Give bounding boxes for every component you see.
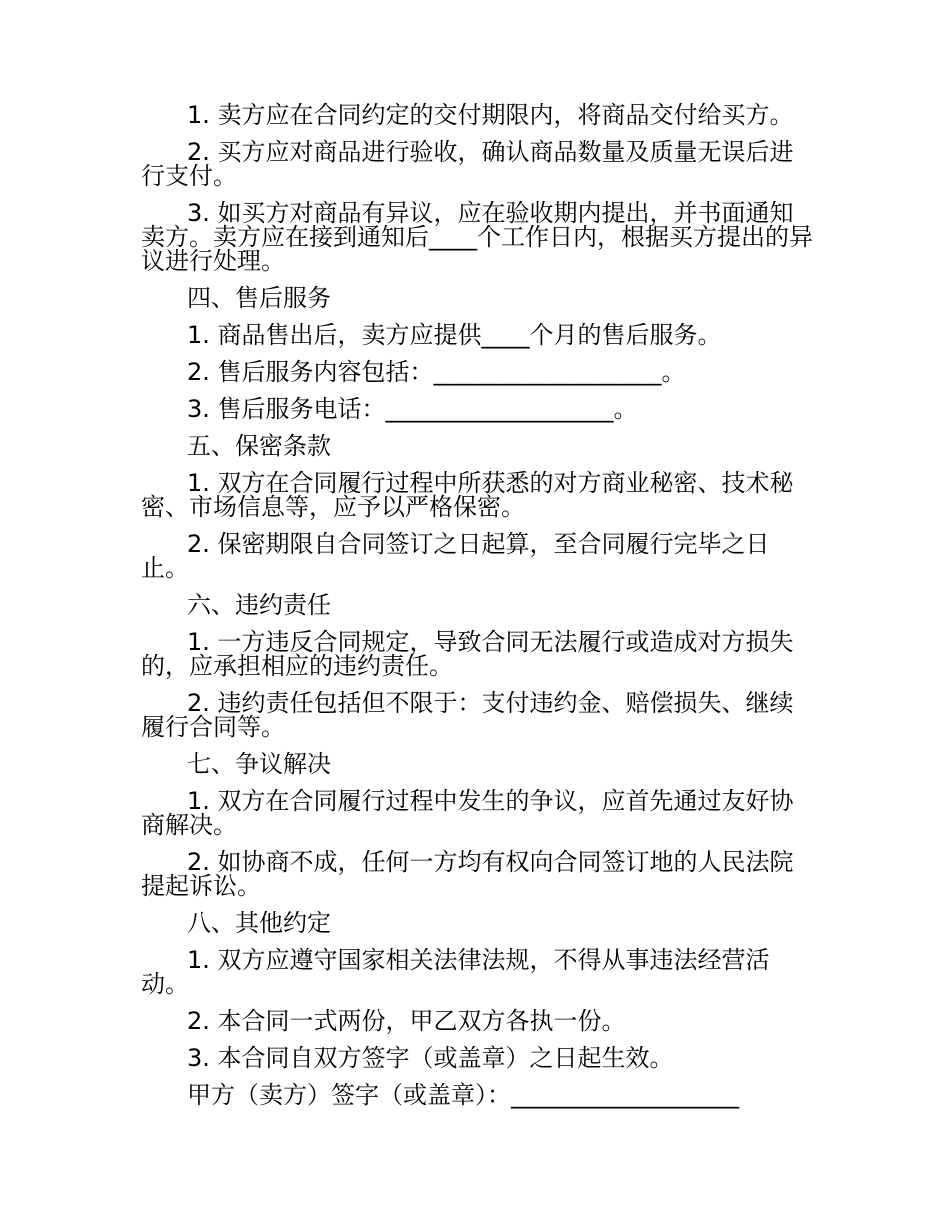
clause-after-sales-content: 2. 售后服务内容包括：___________________。 bbox=[187, 358, 686, 386]
clause-liability-scope: 2. 违约责任包括但不限于：支付违约金、赔偿损失、继续履行合同等。 bbox=[141, 689, 794, 741]
clause-other-copies: 2. 本合同一式两份，甲乙双方各执一份。 bbox=[187, 1007, 626, 1035]
clause-dispute-litigation: 2. 如协商不成，任何一方均有权向合同签订地的人民法院提起诉讼。 bbox=[141, 848, 794, 900]
clause-after-sales-period: 1. 商品售出后，卖方应提供____个月的售后服务。 bbox=[187, 321, 722, 349]
section-heading-after-sales: 四、售后服务 bbox=[187, 284, 331, 312]
clause-confidentiality-scope: 1. 双方在合同履行过程中所获悉的对方商业秘密、技术秘密、市场信息等，应予以严格保密。 bbox=[141, 469, 794, 521]
section-heading-other: 八、其他约定 bbox=[187, 909, 331, 937]
clause-other-effective: 3. 本合同自双方签字（或盖章）之日起生效。 bbox=[187, 1044, 674, 1072]
clause-delivery: 1. 卖方应在合同约定的交付期限内，将商品交付给买方。 bbox=[187, 101, 794, 129]
document-body bbox=[141, 103, 813, 1120]
clause-liability-breach: 1. 一方违反合同规定，导致合同无法履行或造成对方损失的，应承担相应的违约责任。 bbox=[141, 628, 794, 680]
clause-objection: 3. 如买方对商品有异议，应在验收期内提出，并书面通知卖方。卖方应在接到通知后____个工作日内，根据买方提出的异议进行处理。 bbox=[141, 199, 813, 275]
clause-after-sales-phone: 3. 售后服务电话：___________________。 bbox=[187, 395, 638, 423]
signature-line-party-a: 甲方（卖方）签字（或盖章）：___________________ bbox=[187, 1081, 739, 1109]
clause-other-compliance: 1. 双方应遵守国家相关法律法规，不得从事违法经营活动。 bbox=[141, 946, 770, 998]
clause-dispute-negotiation: 1. 双方在合同履行过程中发生的争议，应首先通过友好协商解决。 bbox=[141, 787, 794, 839]
section-heading-liability: 六、违约责任 bbox=[187, 591, 331, 619]
clause-confidentiality-period: 2. 保密期限自合同签订之日起算，至合同履行完毕之日止。 bbox=[141, 530, 770, 582]
section-heading-confidentiality: 五、保密条款 bbox=[187, 432, 331, 460]
section-heading-dispute: 七、争议解决 bbox=[187, 750, 331, 778]
clause-inspection: 2. 买方应对商品进行验收，确认商品数量及质量无误后进行支付。 bbox=[141, 138, 794, 190]
